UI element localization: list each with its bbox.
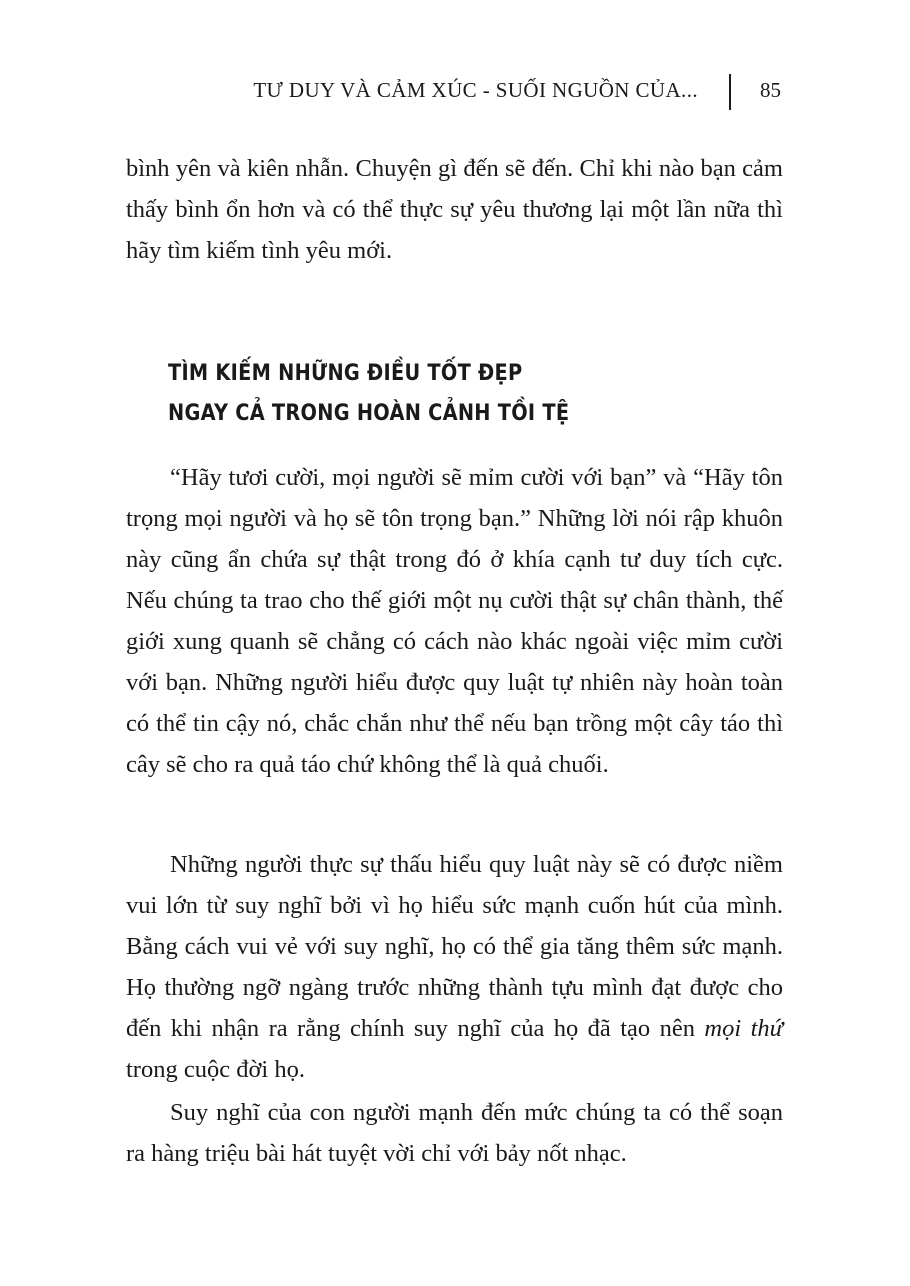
paragraph-text: “Hãy tươi cười, mọi người sẽ mỉm cười với bạn” và “Hãy tôn trọng mọi người và họ sẽ tôn trọng bạn.” Những lời nói rập khuôn này cũng ẩn chứa sự thật trong đó ở khía cạnh tư duy tích cực. Nếu chúng ta trao cho thế giới một nụ cười thật sự chân thành, thế giới xung quanh sẽ chẳng có cách nào khác ngoài việc mỉm cười với bạn. Những người hiểu được quy luật tự nhiên này hoàn toàn có thể tin cậy nó, chắc chắn như thể nếu bạn trồng một cây táo thì cây sẽ cho ra quả táo chứ không thể là quả chuối. xyxy=(126,464,783,778)
paragraph-1 xyxy=(126,457,783,785)
paragraph-continued xyxy=(126,148,783,271)
paragraph-3 xyxy=(126,1092,783,1174)
paragraph-text: bình yên và kiên nhẫn. Chuyện gì đến sẽ đến. Chỉ khi nào bạn cảm thấy bình ổn hơn và có thể thực sự yêu thương lại một lần nữa thì hãy tìm kiếm tình yêu mới. xyxy=(126,155,783,264)
header-divider xyxy=(729,74,731,110)
paragraph-text-end: trong cuộc đời họ. xyxy=(126,1056,305,1083)
page-number: 85 xyxy=(760,78,781,102)
emphasized-text: mọi thứ xyxy=(704,1015,784,1042)
paragraph-text-start: Những người thực sự thấu hiểu quy luật này sẽ có được niềm vui lớn từ suy nghĩ bởi vì họ hiểu sức mạnh cuốn hút của mình. Bằng cách vui vẻ với suy nghĩ, họ có thể gia tăng thêm sức mạnh. Họ thường ngỡ ngàng trước những thành tựu mình đạt được cho đến khi nhận ra rằng chính suy nghĩ của họ đã tạo nên xyxy=(126,851,783,1042)
section-heading-line-2: NGAY CẢ TRONG HOÀN CẢNH TỒI TỆ xyxy=(168,400,570,426)
running-title: TƯ DUY VÀ CẢM XÚC - SUỐI NGUỒN CỦA... xyxy=(253,78,698,102)
page-header xyxy=(0,76,910,110)
paragraph-text: Suy nghĩ của con người mạnh đến mức chúng ta có thể soạn ra hàng triệu bài hát tuyệt vời chỉ với bảy nốt nhạc. xyxy=(126,1099,783,1167)
paragraph-2 xyxy=(126,844,783,1090)
section-heading xyxy=(168,353,684,433)
paragraph-text xyxy=(126,844,783,1090)
section-heading-line-1: TÌM KIẾM NHỮNG ĐIỀU TỐT ĐẸP xyxy=(168,360,523,386)
